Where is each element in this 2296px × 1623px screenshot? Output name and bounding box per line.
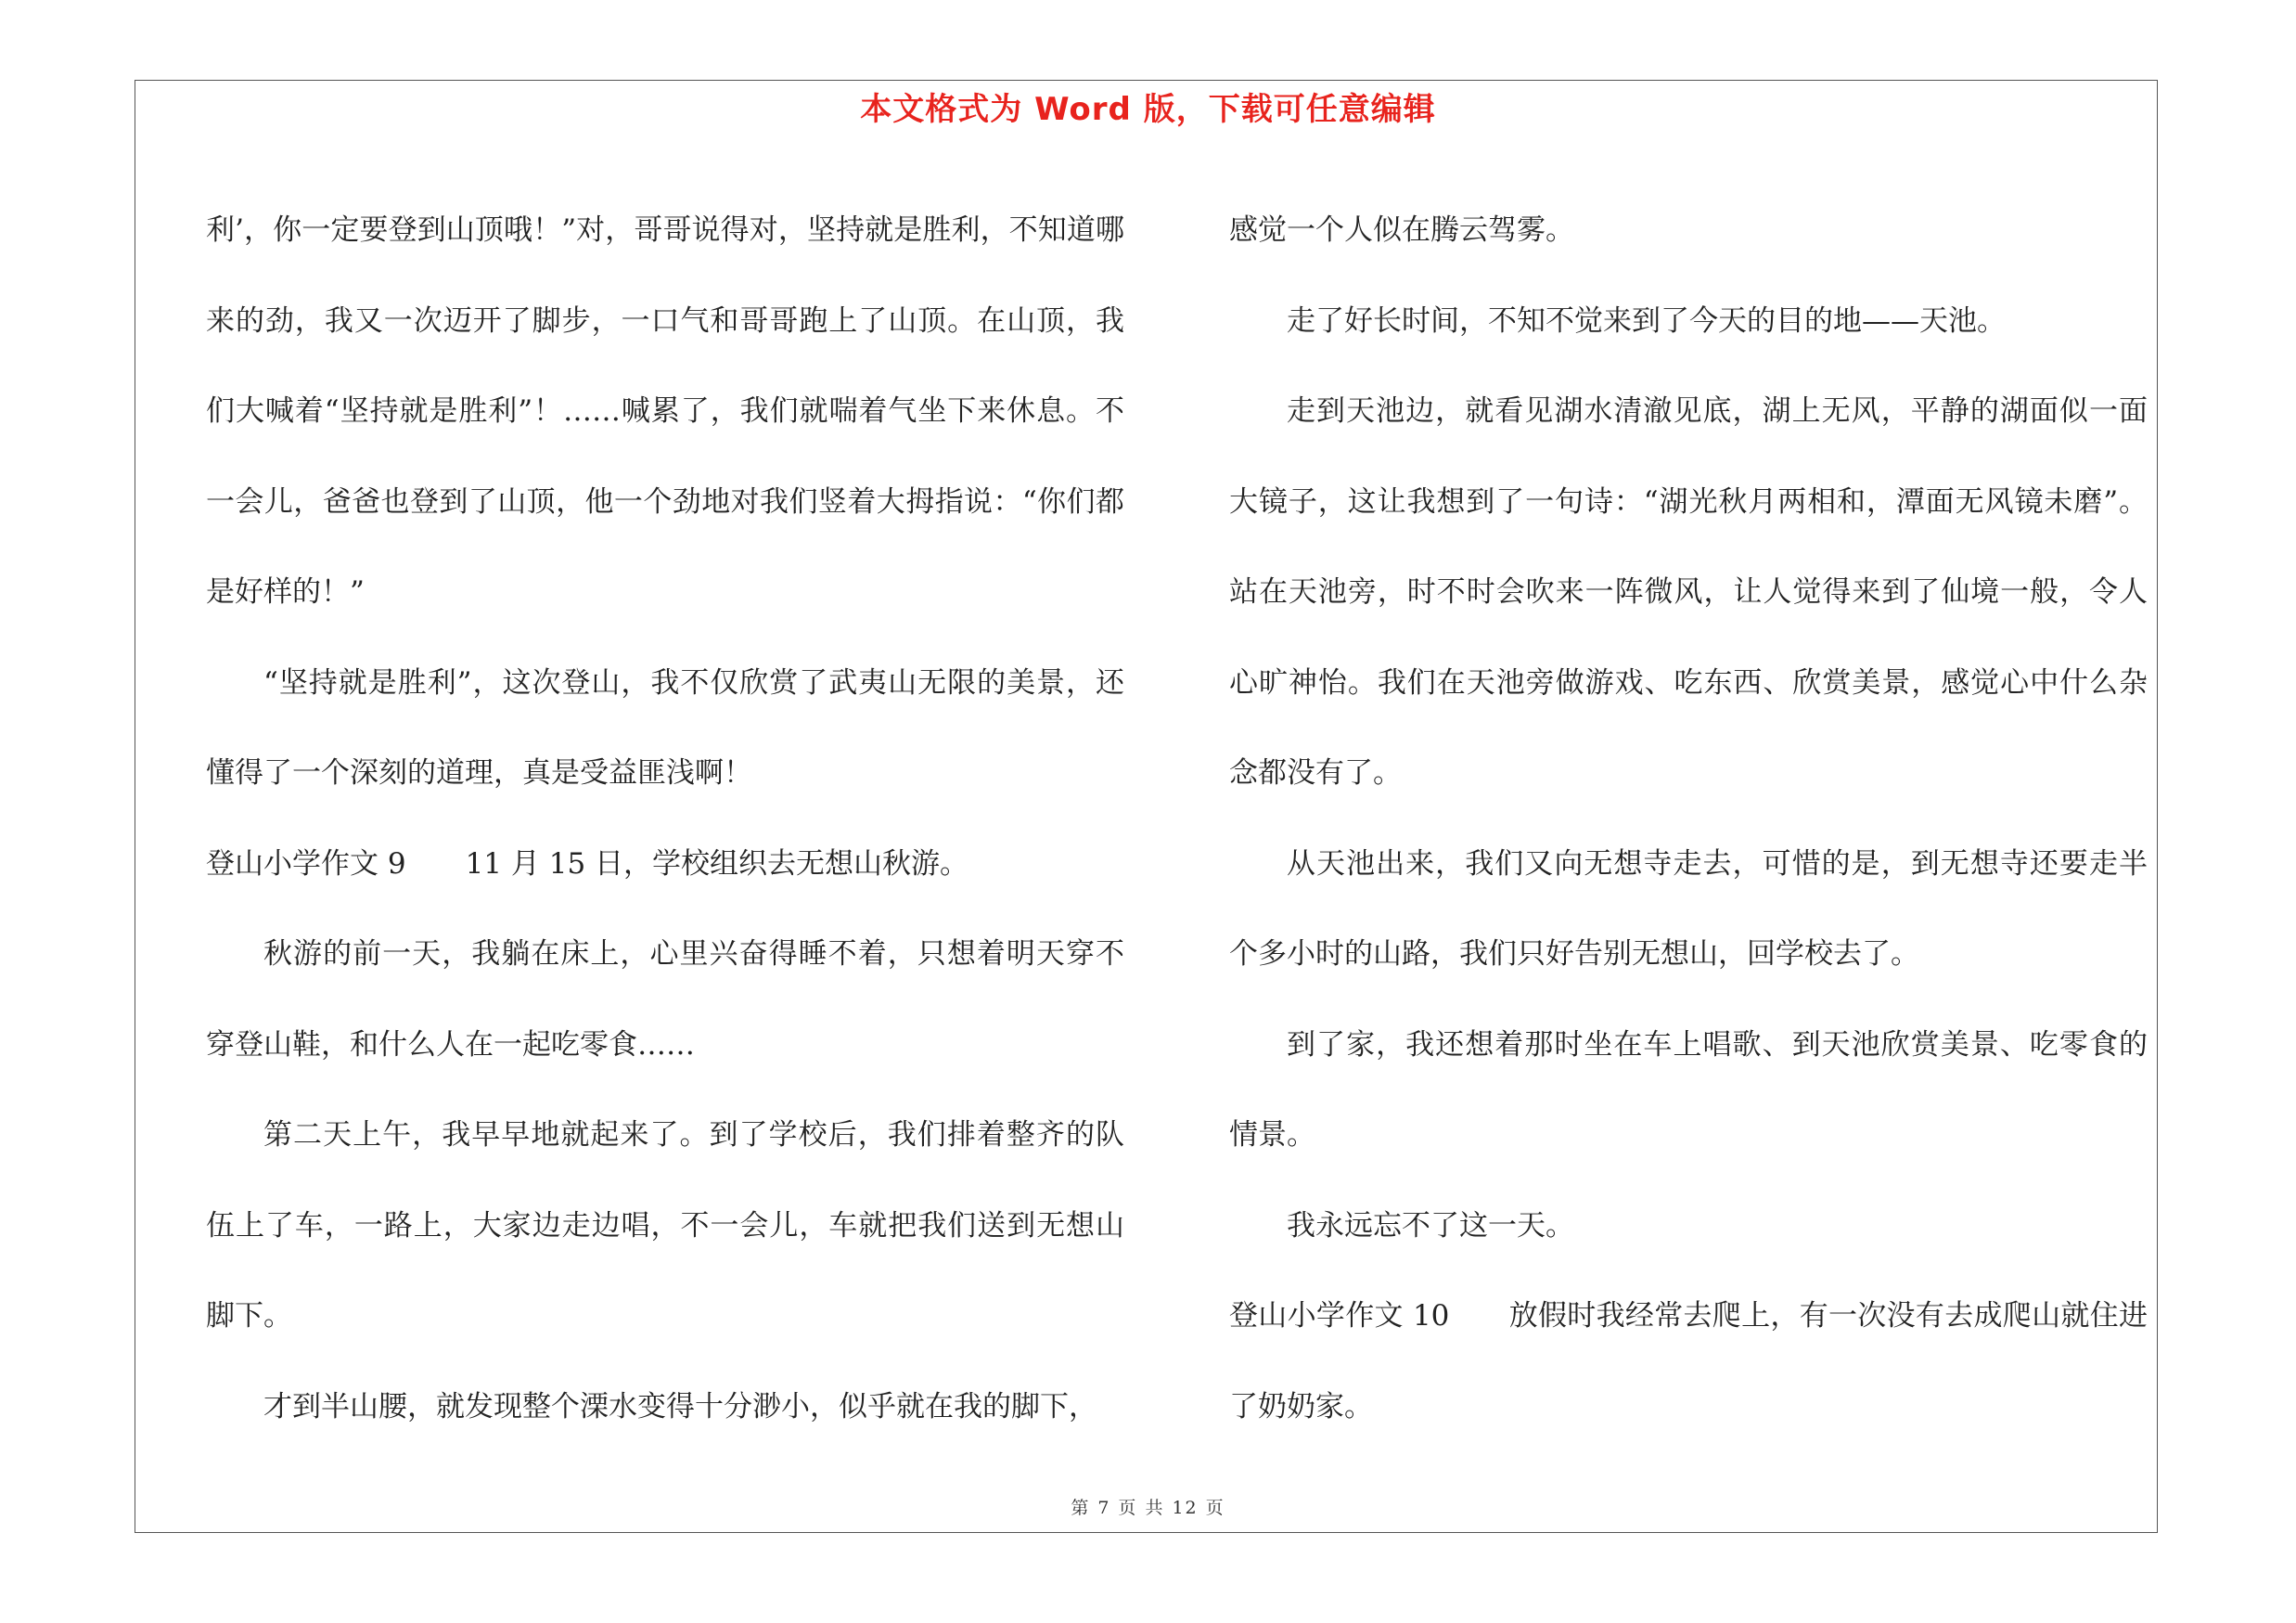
page-total: 12 <box>1172 1498 1199 1518</box>
paragraph: 到了家，我还想着那时坐在车上唱歌、到天池欣赏美景、吃零食的情景。 <box>1229 1027 2148 1152</box>
page-prefix: 第 <box>1071 1498 1091 1518</box>
paragraph: 利’，你一定要登到山顶哦！”对，哥哥说得对，坚持就是胜利，不知道哪来的劲，我又一次迈开了脚步，一口气和哥哥跑上了山顶。在山顶，我们大喊着“坚持就是胜利”！……喊累了，我们就喘着气坐下来休息。不一会儿，爸爸也登到了山顶，他一个劲地对我们竖着大拇指说：“你们都是好样的！” <box>206 213 1124 609</box>
page-number <box>0 1494 2296 1519</box>
essay-10-intro <box>1229 1271 2148 1452</box>
paragraph: 走到天池边，就看见湖水清澈见底，湖上无风，平静的湖面似一面大镜子，这让我想到了一句诗：“湖光秋月两相和，潭面无风镜未磨”。站在天池旁，时不时会吹来一阵微风，让人觉得来到了仙境一般，令人心旷神怡。我们在天池旁做游戏、吃东西、欣赏美景，感觉心中什么杂念都没有了。 <box>1229 394 2148 790</box>
paragraph: 第二天上午，我早早地就起来了。到了学校后，我们排着整齐的队伍上了车，一路上，大家边走边唱，不一会儿，车就把我们送到无想山脚下。 <box>206 1118 1124 1333</box>
essay-heading: 登山小学作文 10 <box>1229 1299 1450 1333</box>
header-banner: 本文格式为 Word 版，下载可任意编辑 <box>860 91 1436 128</box>
paragraph: 从天池出来，我们又向无想寺走去，可惜的是，到无想寺还要走半个多小时的山路，我们只好告别无想山，回学校去了。 <box>1229 846 2148 971</box>
paragraph: 感觉一个人似在腾云驾雾。 <box>1229 213 1574 247</box>
essay-first-sentence: 11 月 15 日，学校组织去无想山秋游。 <box>465 846 969 881</box>
paragraph: 走了好长时间，不知不觉来到了今天的目的地——天池。 <box>1287 303 2006 338</box>
essay-heading: 登山小学作文 9 <box>206 846 406 881</box>
paragraph: 我永远忘不了这一天。 <box>1287 1208 1574 1243</box>
paragraph: “坚持就是胜利”，这次登山，我不仅欣赏了武夷山无限的美景，还懂得了一个深刻的道理，真是受益匪浅啊！ <box>206 665 1124 790</box>
page-suffix: 页 <box>1205 1498 1225 1518</box>
essay-first-sentence: 放假时我经常去爬上，有一次没有去成爬山就住进了奶奶家。 <box>1229 1299 2148 1423</box>
paragraph: 才到半山腰，就发现整个溧水变得十分渺小，似乎就在我的脚下， <box>263 1389 1097 1423</box>
left-column <box>206 186 1124 1452</box>
paragraph: 秋游的前一天，我躺在床上，心里兴奋得睡不着，只想着明天穿不穿登山鞋，和什么人在一起吃零食…… <box>206 937 1124 1062</box>
page-mid: 页 共 <box>1118 1498 1165 1518</box>
page-current: 7 <box>1097 1498 1111 1518</box>
essay-9-intro <box>206 819 1124 910</box>
right-column <box>1229 186 2148 1452</box>
